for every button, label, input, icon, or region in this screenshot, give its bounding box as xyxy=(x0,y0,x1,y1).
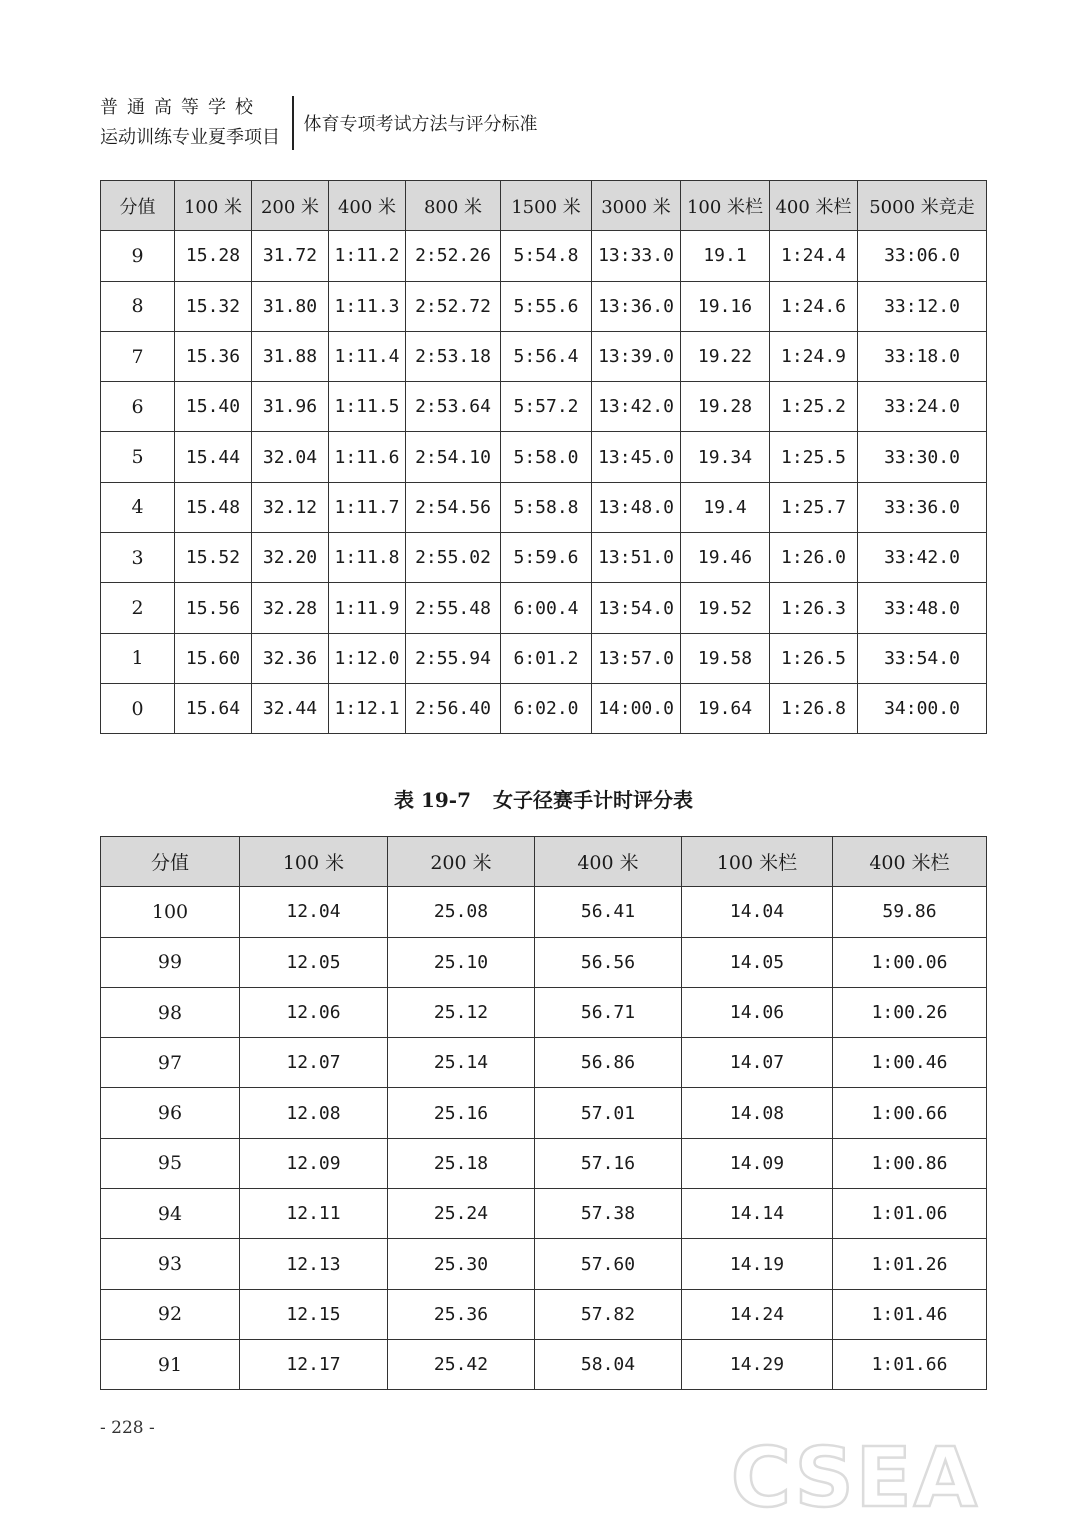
time-cell: 57.16 xyxy=(535,1138,682,1188)
time-cell: 12.05 xyxy=(240,937,388,987)
time-cell: 13:42.0 xyxy=(592,382,681,432)
score-cell: 98 xyxy=(101,987,240,1037)
watermark-text: CSEA xyxy=(730,1436,980,1516)
time-cell: 14.08 xyxy=(682,1088,833,1138)
time-cell: 32.36 xyxy=(252,633,329,683)
time-cell: 15.40 xyxy=(175,382,252,432)
score-cell: 9 xyxy=(101,231,175,281)
header-line-1: 普通高等学校 xyxy=(100,97,262,118)
time-cell: 14:00.0 xyxy=(592,683,681,733)
column-header: 200 米 xyxy=(388,837,535,887)
time-cell: 19.22 xyxy=(681,331,770,381)
time-cell: 1:01.46 xyxy=(833,1289,987,1339)
score-cell: 8 xyxy=(101,281,175,331)
column-header: 5000 米竞走 xyxy=(858,181,987,231)
time-cell: 19.34 xyxy=(681,432,770,482)
time-cell: 1:12.1 xyxy=(329,683,406,733)
time-cell: 1:26.3 xyxy=(770,583,858,633)
score-cell: 6 xyxy=(101,382,175,432)
time-cell: 25.14 xyxy=(388,1038,535,1088)
column-header: 400 米 xyxy=(329,181,406,231)
time-cell: 15.36 xyxy=(175,331,252,381)
time-cell: 1:12.0 xyxy=(329,633,406,683)
time-cell: 2:52.72 xyxy=(406,281,501,331)
column-header: 100 米 xyxy=(175,181,252,231)
score-cell: 7 xyxy=(101,331,175,381)
time-cell: 6:01.2 xyxy=(501,633,592,683)
table-row xyxy=(101,937,987,987)
table-row xyxy=(101,533,987,583)
time-cell: 1:00.66 xyxy=(833,1088,987,1138)
time-cell: 14.24 xyxy=(682,1289,833,1339)
time-cell: 5:57.2 xyxy=(501,382,592,432)
time-cell: 15.44 xyxy=(175,432,252,482)
table-title: 女子径赛手计时评分表 xyxy=(493,788,693,812)
time-cell: 25.30 xyxy=(388,1239,535,1289)
page-number: - 228 - xyxy=(100,1418,155,1438)
time-cell: 57.01 xyxy=(535,1088,682,1138)
score-cell: 2 xyxy=(101,583,175,633)
table-row xyxy=(101,331,987,381)
time-cell: 25.36 xyxy=(388,1289,535,1339)
table-row xyxy=(101,987,987,1037)
column-header: 分值 xyxy=(101,181,175,231)
time-cell: 25.18 xyxy=(388,1138,535,1188)
time-cell: 15.28 xyxy=(175,231,252,281)
time-cell: 33:18.0 xyxy=(858,331,987,381)
time-cell: 19.64 xyxy=(681,683,770,733)
time-cell: 1:25.5 xyxy=(770,432,858,482)
score-cell: 3 xyxy=(101,533,175,583)
time-cell: 12.15 xyxy=(240,1289,388,1339)
table-header-row xyxy=(101,181,987,231)
time-cell: 19.58 xyxy=(681,633,770,683)
time-cell: 1:24.6 xyxy=(770,281,858,331)
time-cell: 5:58.8 xyxy=(501,482,592,532)
time-cell: 33:24.0 xyxy=(858,382,987,432)
time-cell: 12.08 xyxy=(240,1088,388,1138)
table-row xyxy=(101,382,987,432)
time-cell: 6:00.4 xyxy=(501,583,592,633)
column-header: 100 米栏 xyxy=(682,837,833,887)
time-cell: 31.72 xyxy=(252,231,329,281)
column-header: 200 米 xyxy=(252,181,329,231)
column-header: 3000 米 xyxy=(592,181,681,231)
time-cell: 1:00.26 xyxy=(833,987,987,1037)
time-cell: 58.04 xyxy=(535,1339,682,1389)
time-cell: 14.19 xyxy=(682,1239,833,1289)
time-cell: 13:54.0 xyxy=(592,583,681,633)
time-cell: 32.12 xyxy=(252,482,329,532)
score-cell: 91 xyxy=(101,1339,240,1389)
time-cell: 2:52.26 xyxy=(406,231,501,281)
time-cell: 13:51.0 xyxy=(592,533,681,583)
table-row xyxy=(101,1138,987,1188)
time-cell: 1:26.8 xyxy=(770,683,858,733)
time-cell: 31.88 xyxy=(252,331,329,381)
time-cell: 1:00.06 xyxy=(833,937,987,987)
time-cell: 57.60 xyxy=(535,1239,682,1289)
time-cell: 33:06.0 xyxy=(858,231,987,281)
time-cell: 1:25.2 xyxy=(770,382,858,432)
time-cell: 1:01.66 xyxy=(833,1339,987,1389)
time-cell: 19.52 xyxy=(681,583,770,633)
table-row xyxy=(101,887,987,937)
time-cell: 1:24.9 xyxy=(770,331,858,381)
time-cell: 6:02.0 xyxy=(501,683,592,733)
time-cell: 1:25.7 xyxy=(770,482,858,532)
time-cell: 59.86 xyxy=(833,887,987,937)
score-cell: 4 xyxy=(101,482,175,532)
score-cell: 96 xyxy=(101,1088,240,1138)
time-cell: 2:55.48 xyxy=(406,583,501,633)
header-book-title: 体育专项考试方法与评分标准 xyxy=(303,114,538,135)
time-cell: 14.06 xyxy=(682,987,833,1037)
time-cell: 5:58.0 xyxy=(501,432,592,482)
header-line-2: 运动训练专业夏季项目 xyxy=(100,127,280,148)
time-cell: 32.44 xyxy=(252,683,329,733)
time-cell: 1:11.2 xyxy=(329,231,406,281)
time-cell: 56.86 xyxy=(535,1038,682,1088)
time-cell: 5:59.6 xyxy=(501,533,592,583)
time-cell: 1:11.5 xyxy=(329,382,406,432)
score-cell: 92 xyxy=(101,1289,240,1339)
time-cell: 25.42 xyxy=(388,1339,535,1389)
time-cell: 19.28 xyxy=(681,382,770,432)
time-cell: 2:55.94 xyxy=(406,633,501,683)
time-cell: 33:12.0 xyxy=(858,281,987,331)
time-cell: 33:42.0 xyxy=(858,533,987,583)
time-cell: 15.32 xyxy=(175,281,252,331)
table-row xyxy=(101,231,987,281)
table-row xyxy=(101,633,987,683)
time-cell: 25.12 xyxy=(388,987,535,1037)
time-cell: 31.80 xyxy=(252,281,329,331)
time-cell: 31.96 xyxy=(252,382,329,432)
table-row xyxy=(101,1189,987,1239)
time-cell: 15.56 xyxy=(175,583,252,633)
score-cell: 93 xyxy=(101,1239,240,1289)
time-cell: 14.05 xyxy=(682,937,833,987)
time-cell: 1:11.9 xyxy=(329,583,406,633)
time-cell: 14.29 xyxy=(682,1339,833,1389)
time-cell: 2:54.10 xyxy=(406,432,501,482)
score-cell: 99 xyxy=(101,937,240,987)
time-cell: 32.28 xyxy=(252,583,329,633)
time-cell: 15.64 xyxy=(175,683,252,733)
time-cell: 12.09 xyxy=(240,1138,388,1188)
table-row xyxy=(101,482,987,532)
column-header: 400 米栏 xyxy=(833,837,987,887)
time-cell: 14.04 xyxy=(682,887,833,937)
time-cell: 14.14 xyxy=(682,1189,833,1239)
table-row xyxy=(101,281,987,331)
time-cell: 5:55.6 xyxy=(501,281,592,331)
column-header: 400 米栏 xyxy=(770,181,858,231)
column-header: 100 米 xyxy=(240,837,388,887)
table-header-row xyxy=(101,837,987,887)
time-cell: 57.38 xyxy=(535,1189,682,1239)
table-row xyxy=(101,683,987,733)
time-cell: 13:45.0 xyxy=(592,432,681,482)
time-cell: 13:57.0 xyxy=(592,633,681,683)
time-cell: 1:11.4 xyxy=(329,331,406,381)
time-cell: 57.82 xyxy=(535,1289,682,1339)
time-cell: 2:53.18 xyxy=(406,331,501,381)
table-row xyxy=(101,1038,987,1088)
column-header: 1500 米 xyxy=(501,181,592,231)
time-cell: 2:54.56 xyxy=(406,482,501,532)
table-row xyxy=(101,432,987,482)
time-cell: 33:48.0 xyxy=(858,583,987,633)
time-cell: 32.20 xyxy=(252,533,329,583)
time-cell: 33:36.0 xyxy=(858,482,987,532)
table-row xyxy=(101,583,987,633)
time-cell: 2:56.40 xyxy=(406,683,501,733)
time-cell: 19.1 xyxy=(681,231,770,281)
time-cell: 1:11.8 xyxy=(329,533,406,583)
time-cell: 56.41 xyxy=(535,887,682,937)
table-row xyxy=(101,1239,987,1289)
time-cell: 2:55.02 xyxy=(406,533,501,583)
time-cell: 1:11.3 xyxy=(329,281,406,331)
time-cell: 12.11 xyxy=(240,1189,388,1239)
time-cell: 14.09 xyxy=(682,1138,833,1188)
time-cell: 19.16 xyxy=(681,281,770,331)
time-cell: 1:01.26 xyxy=(833,1239,987,1289)
score-cell: 1 xyxy=(101,633,175,683)
time-cell: 19.4 xyxy=(681,482,770,532)
table-caption xyxy=(0,784,1087,813)
time-cell: 1:00.86 xyxy=(833,1138,987,1188)
time-cell: 13:36.0 xyxy=(592,281,681,331)
header-divider xyxy=(292,96,294,150)
time-cell: 12.13 xyxy=(240,1239,388,1289)
men-score-table-continued xyxy=(100,180,987,734)
column-header: 100 米栏 xyxy=(681,181,770,231)
time-cell: 1:01.06 xyxy=(833,1189,987,1239)
time-cell: 15.60 xyxy=(175,633,252,683)
time-cell: 56.56 xyxy=(535,937,682,987)
time-cell: 5:56.4 xyxy=(501,331,592,381)
time-cell: 1:11.7 xyxy=(329,482,406,532)
time-cell: 14.07 xyxy=(682,1038,833,1088)
csea-watermark-logo xyxy=(728,1436,982,1516)
time-cell: 1:26.5 xyxy=(770,633,858,683)
table-number: 表 19-7 xyxy=(393,788,471,812)
header-book-series xyxy=(100,96,280,150)
time-cell: 1:24.4 xyxy=(770,231,858,281)
time-cell: 32.04 xyxy=(252,432,329,482)
time-cell: 1:26.0 xyxy=(770,533,858,583)
table-row xyxy=(101,1339,987,1389)
column-header: 分值 xyxy=(101,837,240,887)
table-row xyxy=(101,1088,987,1138)
time-cell: 13:48.0 xyxy=(592,482,681,532)
score-cell: 94 xyxy=(101,1189,240,1239)
women-hand-timing-score-table xyxy=(100,836,987,1390)
column-header: 800 米 xyxy=(406,181,501,231)
time-cell: 56.71 xyxy=(535,987,682,1037)
time-cell: 15.52 xyxy=(175,533,252,583)
score-cell: 100 xyxy=(101,887,240,937)
time-cell: 33:54.0 xyxy=(858,633,987,683)
time-cell: 19.46 xyxy=(681,533,770,583)
time-cell: 12.07 xyxy=(240,1038,388,1088)
score-cell: 0 xyxy=(101,683,175,733)
time-cell: 13:39.0 xyxy=(592,331,681,381)
column-header: 400 米 xyxy=(535,837,682,887)
time-cell: 2:53.64 xyxy=(406,382,501,432)
time-cell: 25.10 xyxy=(388,937,535,987)
time-cell: 25.16 xyxy=(388,1088,535,1138)
time-cell: 12.04 xyxy=(240,887,388,937)
running-header xyxy=(100,96,538,150)
score-cell: 97 xyxy=(101,1038,240,1088)
time-cell: 5:54.8 xyxy=(501,231,592,281)
score-cell: 5 xyxy=(101,432,175,482)
time-cell: 13:33.0 xyxy=(592,231,681,281)
score-cell: 95 xyxy=(101,1138,240,1188)
time-cell: 25.08 xyxy=(388,887,535,937)
time-cell: 34:00.0 xyxy=(858,683,987,733)
time-cell: 33:30.0 xyxy=(858,432,987,482)
time-cell: 1:00.46 xyxy=(833,1038,987,1088)
time-cell: 25.24 xyxy=(388,1189,535,1239)
time-cell: 15.48 xyxy=(175,482,252,532)
time-cell: 12.06 xyxy=(240,987,388,1037)
table-row xyxy=(101,1289,987,1339)
time-cell: 1:11.6 xyxy=(329,432,406,482)
time-cell: 12.17 xyxy=(240,1339,388,1389)
